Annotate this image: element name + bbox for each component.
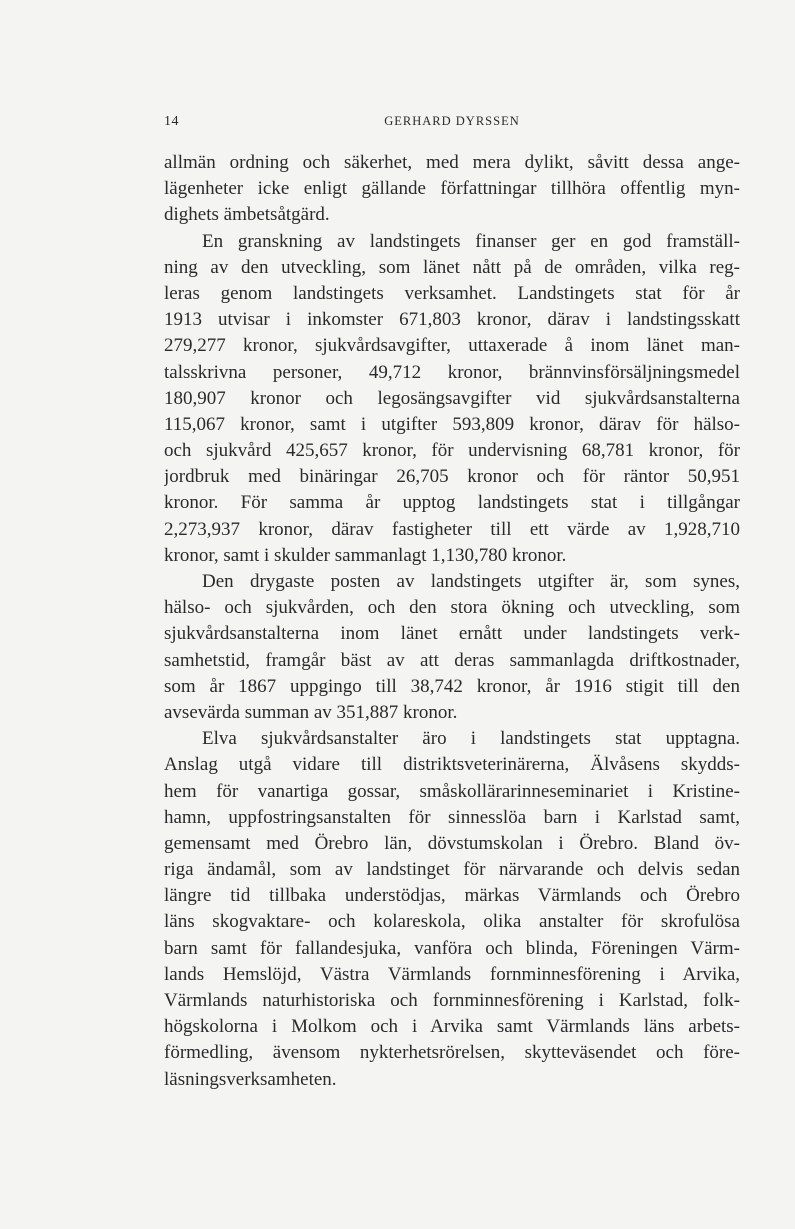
text-line: gemensamt med Örebro län, dövstumskolan i Örebro. Bland öv- [164, 832, 740, 854]
text-line: allmän ordning och säkerhet, med mera dylikt, såvitt dessa ange- [164, 152, 740, 173]
text-line: Elva sjukvårdsanstalter äro i landstingets stat upptagna. [202, 728, 740, 750]
text-line: dighets ämbetsåtgärd. [164, 204, 330, 226]
text-line: 279,277 kronor, sjukvårdsavgifter, uttaxerade å inom länet man- [164, 335, 740, 357]
text-line: hem för vanartiga gossar, småskollärarinneseminariet i Kristine- [164, 780, 740, 802]
text-line: lands Hemslöjd, Västra Värmlands fornminnesförening i Arvika, [164, 963, 740, 985]
text-line: hamn, uppfostringsanstalten för sinnesslöa barn i Karlstad samt, [164, 806, 740, 828]
text-line: Den drygaste posten av landstingets utgifter är, som synes, [202, 571, 740, 592]
text-line: som år 1867 uppgingo till 38,742 kronor, år 1916 stigit till den [164, 675, 740, 697]
text-line: jordbruk med binäringar 26,705 kronor och för räntor 50,951 [164, 466, 740, 488]
text-line: och sjukvård 425,657 kronor, för undervisning 68,781 kronor, för [164, 440, 740, 462]
text-line: talsskrivna personer, 49,712 kronor, brännvinsförsäljningsmedel [164, 361, 740, 383]
text-line: högskolorna i Molkom och i Arvika samt Värmlands läns arbets- [164, 1016, 740, 1038]
text-line: 1913 utvisar i inkomster 671,803 kronor, därav i landstingsskatt [164, 309, 740, 331]
text-line: förmedling, ävensom nykterhetsrörelsen, skytteväsendet och före- [164, 1042, 740, 1064]
text-line: Anslag utgå vidare till distriktsveterinärerna, Älvåsens skydds- [164, 754, 740, 776]
text-line: avsevärda summan av 351,887 kronor. [164, 701, 458, 723]
text-line: längre tid tillbaka understödjas, märkas Värmlands och Örebro [164, 885, 740, 907]
text-line: riga ändamål, som av landstinget för närvarande och delvis sedan [164, 859, 740, 881]
text-line: läsningsverksamheten. [164, 1068, 337, 1090]
text-line: 2,273,937 kronor, därav fastigheter till ett värde av 1,928,710 [164, 518, 740, 540]
text-line: leras genom landstingets verksamhet. Landstingets stat för år [164, 282, 740, 304]
text-line: ning av den utveckling, som länet nått på de områden, vilka reg- [164, 256, 740, 278]
text-line: En granskning av landstingets finanser ger en god framställ- [202, 230, 740, 252]
text-line: 180,907 kronor och legosängsavgifter vid sjukvårdsanstalterna [164, 387, 740, 409]
text-line: Värmlands naturhistoriska och fornminnesförening i Karlstad, folk- [164, 990, 740, 1011]
text-line: sjukvårdsanstalterna inom länet ernått under landstingets verk- [164, 623, 740, 645]
running-head [164, 114, 740, 134]
text-line: 115,067 kronor, samt i utgifter 593,809 kronor, därav för hälso- [164, 413, 740, 435]
page-number: 14 [164, 114, 179, 129]
text-line: lägenheter icke enligt gällande författningar tillhöra offentlig myn- [164, 178, 740, 200]
body-text [164, 150, 740, 1093]
text-line: kronor. För samma år upptog landstingets stat i tillgångar [164, 492, 740, 514]
text-line: läns skogvaktare- och kolareskola, olika anstalter för skrofulösa [164, 911, 740, 933]
text-line: hälso- och sjukvården, och den stora ökning och utveckling, som [164, 597, 740, 619]
running-head-title: GERHARD DYRSSEN [384, 114, 520, 128]
text-line: kronor, samt i skulder sammanlagt 1,130,780 kronor. [164, 544, 567, 566]
text-line: samhetstid, framgår bäst av att deras sammanlagda driftkostnader, [164, 649, 740, 671]
text-line: barn samt för fallandesjuka, vanföra och blinda, Föreningen Värm- [164, 937, 740, 959]
